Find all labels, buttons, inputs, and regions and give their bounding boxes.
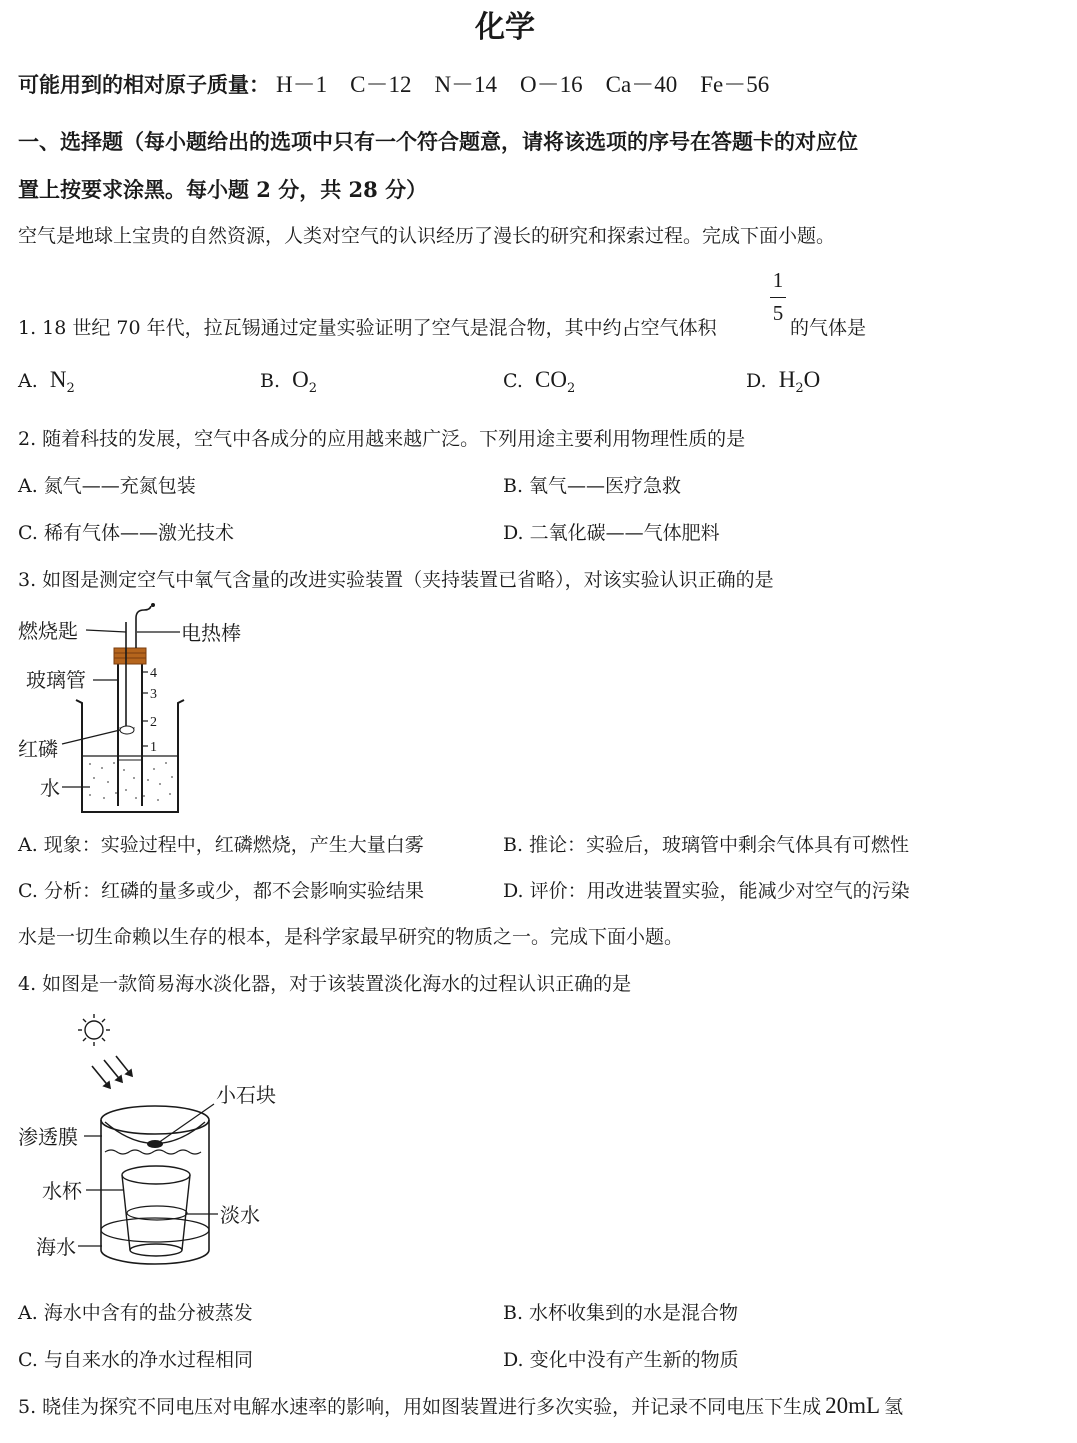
stopper	[114, 648, 146, 664]
label-membrane: 渗透膜	[18, 1125, 78, 1149]
q4-stem: 4. 如图是一款简易海水淡化器，对于该装置淡化海水的过程认识正确的是	[18, 973, 632, 995]
label-glass-tube: 玻璃管	[26, 668, 86, 692]
q3-option-d[interactable]: D. 评价：用改进装置实验，能减少对空气的污染	[503, 880, 910, 902]
q4-option-a[interactable]: A. 海水中含有的盐分被蒸发	[18, 1302, 253, 1324]
scale-mark-3: 3	[150, 687, 157, 702]
q1-fraction	[770, 270, 786, 324]
intro-air: 空气是地球上宝贵的自然资源，人类对空气的认识经历了漫长的研究和探索过程。完成下面小题。	[18, 225, 836, 247]
q3-option-a[interactable]: A. 现象：实验过程中，红磷燃烧，产生大量白雾	[18, 834, 424, 856]
q3-stem: 3. 如图是测定空气中氧气含量的改进实验装置（夹持装置已省略），对该实验认识正确的是	[18, 569, 774, 591]
q4-option-c[interactable]: C. 与自来水的净水过程相同	[18, 1349, 253, 1371]
q2-option-b[interactable]: B. 氧气——医疗急救	[503, 475, 682, 497]
sun-icon	[78, 1014, 110, 1046]
q2-option-c[interactable]: C. 稀有气体——激光技术	[18, 522, 234, 544]
scale-mark-4: 4	[150, 666, 157, 681]
q1-option-a[interactable]: A. $N_2$	[18, 367, 75, 396]
q5-volume: 20mL	[825, 1393, 881, 1418]
water-cup	[122, 1166, 190, 1184]
q5-stem-text: 5. 晓佳为探究不同电压对电解水速率的影响，用如图装置进行多次实验，并记录不同电压下生成	[18, 1396, 822, 1418]
atomic-masses	[18, 66, 769, 99]
q1-stem-b: 的气体是	[790, 317, 867, 339]
q1-fraction-numerator: 1	[772, 268, 784, 292]
label-water: 水	[40, 776, 60, 800]
q3-figure-oxygen-apparatus	[10, 600, 270, 818]
scale-mark-1: 1	[150, 740, 157, 755]
heating-rod	[136, 606, 151, 648]
label-fresh-water: 淡水	[220, 1203, 260, 1227]
q4-option-b[interactable]: B. 水杯收集到的水是混合物	[503, 1302, 739, 1324]
scale-mark-2: 2	[150, 715, 157, 730]
atomic-masses-values: H－1 C－12 N－14 O－16 Ca－40 Fe－56	[276, 72, 770, 97]
label-stone: 小石块	[216, 1083, 276, 1107]
q4-option-d[interactable]: D. 变化中没有产生新的物质	[503, 1349, 739, 1371]
intro-water: 水是一切生命赖以生存的根本，是科学家最早研究的物质之一。完成下面小题。	[18, 926, 684, 948]
label-red-phosphorus: 红磷	[18, 737, 58, 761]
q1-stem-a: 1. 18 世纪 70 年代，拉瓦锡通过定量实验证明了空气是混合物，其中约占空气体积	[18, 317, 717, 339]
q1-fraction-denominator: 5	[772, 301, 784, 325]
label-spoon: 燃烧匙	[18, 619, 78, 643]
atomic-masses-label: 可能用到的相对原子质量：	[18, 72, 270, 97]
q2-stem: 2. 随着科技的发展，空气中各成分的应用越来越广泛。下列用途主要利用物理性质的是	[18, 428, 746, 450]
sea-water-surface	[101, 1218, 209, 1242]
page-title: 化学	[475, 10, 535, 45]
outer-container	[101, 1106, 209, 1134]
label-sea-water: 海水	[36, 1235, 76, 1259]
q5-stem	[18, 1392, 903, 1419]
sunlight-arrows	[92, 1056, 132, 1088]
q3-option-c[interactable]: C. 分析：红磷的量多或少，都不会影响实验结果	[18, 880, 424, 902]
q5-tail: 氢	[884, 1396, 904, 1418]
label-heating-rod: 电热棒	[181, 621, 241, 645]
q2-option-a[interactable]: A. 氮气——充氮包装	[18, 475, 196, 497]
q4-figure-desalinator	[10, 1010, 310, 1290]
q2-option-d[interactable]: D. 二氧化碳——气体肥料	[503, 522, 720, 544]
label-water-cup: 水杯	[42, 1179, 82, 1203]
q1-option-c[interactable]: C. $CO_2$	[503, 367, 576, 396]
q1-option-d[interactable]: D. $H_2O$	[746, 367, 821, 396]
section-heading: 一、选择题（每小题给出的选项中只有一个符合题意，请将该选项的序号在答题卡的对应位	[18, 129, 858, 154]
q1-option-b[interactable]: B. $O_2$	[260, 367, 318, 396]
q3-option-b[interactable]: B. 推论：实验后，玻璃管中剩余气体具有可燃性	[503, 834, 910, 856]
section-heading-cont: 置上按要求涂黑。每小题 2 分，共 28 分）	[18, 177, 428, 202]
